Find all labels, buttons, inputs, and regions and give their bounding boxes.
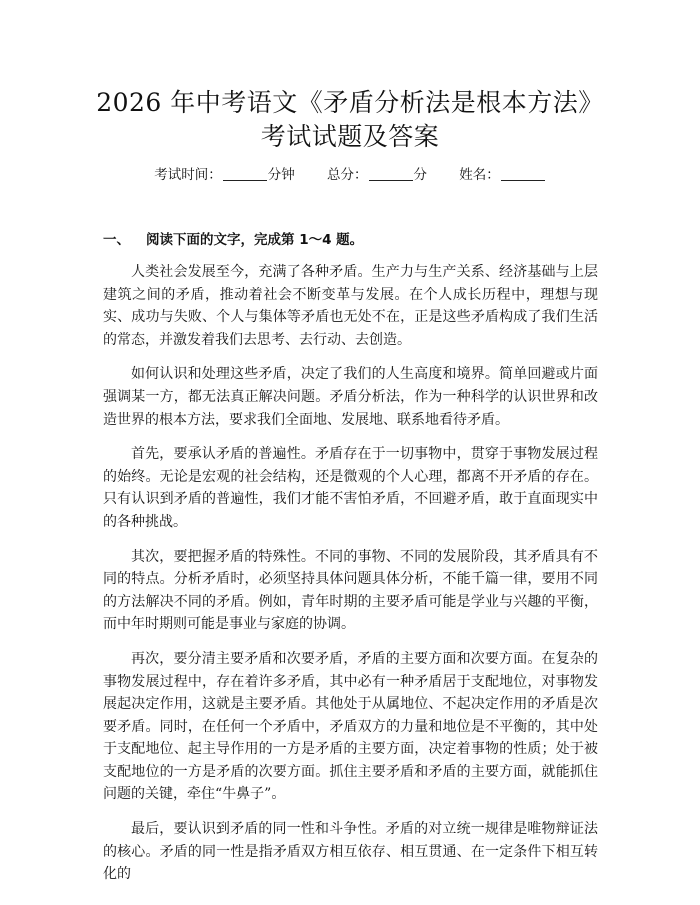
name-label: 姓名： xyxy=(459,167,500,183)
exam-time-label: 考试时间： xyxy=(154,167,222,183)
section-heading xyxy=(103,229,363,251)
exam-info-line xyxy=(0,165,700,185)
name-blank xyxy=(501,166,545,181)
passage-paragraph-2: 如何认识和处理这些矛盾，决定了我们的人生高度和境界。简单回避或片面强调某一方，都无法真正解决问题。矛盾分析法，作为一种科学的认识世界和改造世界的根本方法，要求我们全面地、发展地、联系地看待矛盾。 xyxy=(103,366,598,428)
passage-paragraph-1: 人类社会发展至今，充满了各种矛盾。生产力与生产关系、经济基础与上层建筑之间的矛盾，推动着社会不断变革与发展。在个人成长历程中，理想与现实、成功与失败、个人与集体等矛盾也无处不在，正是这些矛盾构成了我们生活的常态，并激发着我们去思考、去行动、去创造。 xyxy=(103,264,598,348)
total-score-label: 总分： xyxy=(327,167,368,183)
document-title: 2026 年中考语文《矛盾分析法是根本方法》 xyxy=(96,88,604,117)
passage-paragraph-6: 最后，要认识到矛盾的同一性和斗争性。矛盾的对立统一规律是唯物辩证法的核心。矛盾的同一性是指矛盾双方相互依存、相互贯通、在一定条件下相互转化的 xyxy=(103,821,598,883)
passage-paragraph-3: 首先，要承认矛盾的普遍性。矛盾存在于一切事物中，贯穿于事物发展过程的始终。无论是宏观的社会结构，还是微观的个人心理，都离不开矛盾的存在。只有认识到矛盾的普遍性，我们才能不害怕矛盾，不回避矛盾，敢于直面现实中的各种挑战。 xyxy=(103,446,598,530)
section-number: 一、 xyxy=(103,232,130,248)
passage-paragraph-4: 其次，要把握矛盾的特殊性。不同的事物、不同的发展阶段，其矛盾具有不同的特点。分析矛盾时，必须坚持具体问题具体分析，不能千篇一律，要用不同的方法解决不同的矛盾。例如，青年时期的主要矛盾可能是学业与兴趣的平衡，而中年时期则可能是事业与家庭的协调。 xyxy=(103,548,598,633)
total-score-unit: 分 xyxy=(413,167,427,183)
exam-time-blank xyxy=(223,166,267,181)
total-score-blank xyxy=(369,166,413,181)
exam-time-field xyxy=(154,165,295,185)
section-instruction: 阅读下面的文字，完成第 1～4 题。 xyxy=(146,232,364,248)
total-score-field xyxy=(327,165,427,185)
document-subtitle: 考试试题及答案 xyxy=(260,122,440,151)
exam-time-unit: 分钟 xyxy=(267,167,295,183)
passage-paragraph-5: 再次，要分清主要矛盾和次要矛盾，矛盾的主要方面和次要方面。在复杂的事物发展过程中，存在着许多矛盾，其中必有一种矛盾居于支配地位，对事物发展起决定作用，这就是主要矛盾。其他处于从属地位、不起决定作用的矛盾是次要矛盾。同时，在任何一个矛盾中，矛盾双方的力量和地位是不平衡的，其中处于支配地位、起主导作用的一方是矛盾的主要方面，决定着事物的性质；处于被支配地位的一方是矛盾的次要方面。抓住主要矛盾和矛盾的主要方面，就能抓住问题的关键，牵住“牛鼻子”。 xyxy=(103,650,598,803)
reading-passage xyxy=(103,261,598,898)
name-field xyxy=(459,165,546,185)
